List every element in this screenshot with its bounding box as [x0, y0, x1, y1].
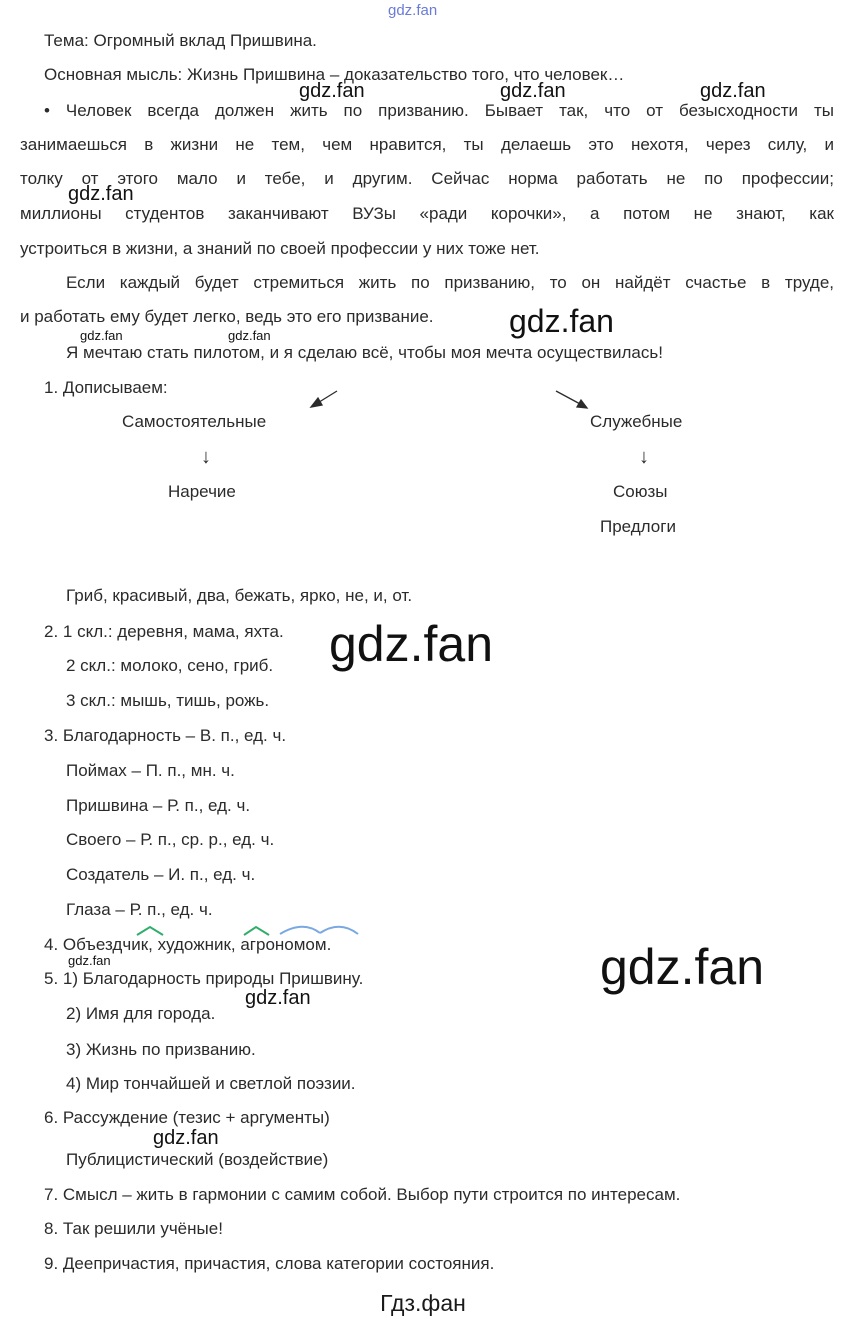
task3-line-5: Создатель – И. п., ед. ч.	[66, 865, 256, 884]
watermark: gdz.fan	[80, 328, 123, 343]
task1-right-item-1: Союзы	[613, 482, 668, 501]
task8-line: 8. Так решили учёные!	[44, 1219, 223, 1238]
task3-line-4: Своего – Р. п., ср. р., ед. ч.	[66, 830, 275, 849]
task4-line: 4. Объездчик, художник, агрономом.	[44, 935, 332, 954]
task5-line-3: 3) Жизнь по призванию.	[66, 1040, 256, 1059]
task5-line-2: 2) Имя для города.	[66, 1004, 216, 1023]
root-arc-icon	[280, 927, 320, 934]
task3-line-2: Поймах – П. п., мн. ч.	[66, 761, 235, 780]
essay-line-3: толку от этого мало и тебе, и другим. Сейчас норма работать не по профессии;	[20, 169, 834, 188]
task1-right-item-2: Предлоги	[600, 517, 676, 536]
essay-line-5: устроиться в жизни, а знаний по своей профессии у них тоже нет.	[20, 239, 540, 258]
header-watermark: gdz.fan	[388, 2, 438, 19]
task3-line-6: Глаза – Р. п., ед. ч.	[66, 900, 213, 919]
essay-line-1: • Человек всегда должен жить по призванию. Бывает так, что от безысходности ты	[44, 101, 834, 120]
task3-line-1: 3. Благодарность – В. п., ед. ч.	[44, 726, 287, 745]
watermark: gdz.fan	[500, 80, 566, 102]
diagonal-arrow-left-icon	[311, 391, 337, 407]
watermark: gdz.fan	[153, 1127, 219, 1149]
task3-line-3: Пришвина – Р. п., ед. ч.	[66, 796, 251, 815]
task7-line: 7. Смысл – жить в гармонии с самим собой. Выбор пути строится по интересам.	[44, 1185, 681, 1204]
task6-line-2: Публицистический (воздействие)	[66, 1150, 329, 1169]
watermark: gdz.fan	[299, 80, 365, 102]
essay-p2-line-2: и работать ему будет легко, ведь это его призвание.	[20, 307, 434, 326]
watermark: gdz.fan	[68, 183, 134, 205]
theme-line: Тема: Огромный вклад Пришвина.	[44, 31, 317, 50]
task1-label: 1. Дописываем:	[44, 378, 168, 397]
task1-left-item: Наречие	[168, 482, 236, 501]
task1-words: Гриб, красивый, два, бежать, ярко, не, и, от.	[66, 586, 413, 605]
task1-right-head: Служебные	[590, 412, 683, 431]
task5-line-4: 4) Мир тончайшей и светлой поэзии.	[66, 1074, 356, 1093]
watermark: gdz.fan	[329, 616, 494, 672]
task1-left-head: Самостоятельные	[122, 412, 267, 431]
task2-line-2: 2 скл.: молоко, сено, гриб.	[66, 656, 274, 675]
task2-line-1: 2. 1 скл.: деревня, мама, яхта.	[44, 622, 284, 641]
essay-line-4: миллионы студентов заканчивают ВУЗы «ради корочки», а потом не знают, как	[20, 204, 834, 223]
main-idea-line: Основная мысль: Жизнь Пришвина – доказательство того, что человек…	[44, 65, 625, 84]
watermark: gdz.fan	[509, 303, 614, 339]
essay-line-2: занимаешься в жизни не тем, чем нравится, ты делаешь это нехотя, через силу, и	[20, 135, 834, 154]
task5-line-1: 5. 1) Благодарность природы Пришвину.	[44, 969, 364, 988]
watermark: gdz.fan	[68, 953, 111, 968]
task2-line-3: 3 скл.: мышь, тишь, рожь.	[66, 691, 270, 710]
root-arc-icon	[320, 927, 358, 934]
watermark: gdz.fan	[228, 328, 271, 343]
watermark: gdz.fan	[245, 987, 311, 1009]
essay-p2-line-1: Если каждый будет стремиться жить по призванию, то он найдёт счастье в труде,	[66, 273, 834, 292]
essay-p3: Я мечтаю стать пилотом, и я сделаю всё, чтобы моя мечта осуществилась!	[66, 343, 663, 362]
task9-line: 9. Деепричастия, причастия, слова категории состояния.	[44, 1254, 495, 1273]
watermark: gdz.fan	[700, 80, 766, 102]
down-arrow-left-icon: ↓	[201, 446, 211, 468]
footer-caption: Гдз.фан	[380, 1290, 466, 1316]
task6-line-1: 6. Рассуждение (тезис + аргументы)	[44, 1108, 330, 1127]
watermark: gdz.fan	[600, 939, 765, 995]
diagonal-arrow-right-icon	[556, 391, 587, 408]
down-arrow-right-icon: ↓	[639, 446, 649, 468]
